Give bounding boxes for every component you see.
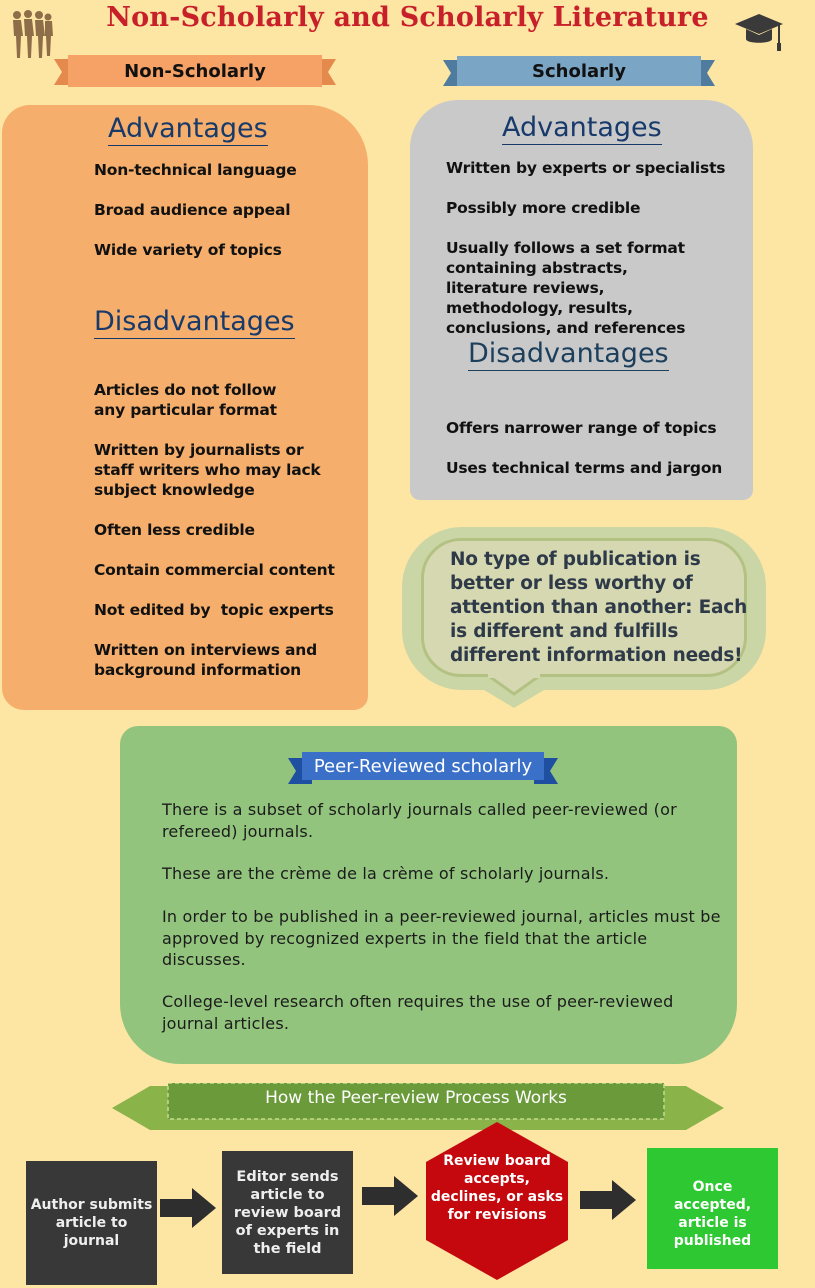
non-scholarly-disadvantage: Often less credible [94, 521, 255, 539]
non-scholarly-advantages-heading: Advantages [108, 113, 268, 144]
process-step [426, 1152, 568, 1244]
callout-text: No type of publication is better or less worthy of attention than another: Each is different and fulfills different information needs! [450, 549, 748, 666]
process-step-text: Author submits article to journal [30, 1197, 153, 1249]
non-scholarly-label: Non-Scholarly [124, 60, 266, 82]
scholarly-advantage: Usually follows a set format containing abstracts, literature reviews, methodology, results, conclusions, and references [446, 239, 686, 337]
process-label: How the Peer-review Process Works [265, 1088, 567, 1108]
process-step [222, 1151, 353, 1274]
process-step-text: Review board accepts, declines, or asks for revisions [430, 1153, 564, 1223]
peer-paragraph: In order to be published in a peer-reviewed journal, articles must be approved by recognized experts in the field that the article discusses. [162, 907, 721, 969]
non-scholarly-disadvantage: Contain commercial content [94, 561, 335, 579]
peer-paragraph: There is a subset of scholarly journals called peer-reviewed (or refereed) journals. [162, 800, 677, 841]
peer-paragraph: These are the crème de la crème of scholarly journals. [162, 864, 610, 883]
graduation-cap-icon [733, 10, 785, 52]
scholarly-advantages-heading: Advantages [502, 112, 662, 143]
scholarly-advantage: Written by experts or specialists [446, 159, 726, 177]
scholarly-disadvantage: Offers narrower range of topics [446, 419, 717, 437]
non-scholarly-disadvantage: Written by journalists or staff writers who may lack subject knowledge [94, 441, 321, 499]
arrow-right-icon [362, 1176, 418, 1216]
peer-reviewed-label: Peer-Reviewed scholarly [313, 755, 533, 777]
page-title: Non-Scholarly and Scholarly Literature [106, 2, 709, 33]
scholarly-ribbon [443, 56, 715, 88]
scholarly-disadvantages-heading: Disadvantages [468, 338, 669, 369]
scholarly-advantage: Possibly more credible [446, 199, 641, 217]
non-scholarly-advantage: Broad audience appeal [94, 201, 291, 219]
process-step [26, 1161, 157, 1285]
process-step [647, 1148, 778, 1269]
arrow-right-icon [160, 1188, 216, 1228]
scholarly-label: Scholarly [532, 60, 626, 82]
non-scholarly-advantage: Wide variety of topics [94, 241, 282, 259]
process-step-text: Editor sends article to review board of experts in the field [233, 1168, 342, 1257]
non-scholarly-disadvantage: Written on interviews and background information [94, 641, 317, 679]
non-scholarly-disadvantage: Articles do not follow any particular format [94, 381, 277, 419]
non-scholarly-disadvantages-heading: Disadvantages [94, 306, 295, 337]
non-scholarly-advantage: Non-technical language [94, 161, 297, 179]
non-scholarly-ribbon [54, 55, 336, 87]
callout-inner-pointer [486, 674, 542, 696]
process-step-text: Once accepted, article is published [673, 1179, 752, 1249]
arrow-right-icon [580, 1180, 636, 1220]
scholarly-disadvantage: Uses technical terms and jargon [446, 459, 723, 477]
people-silhouette-icon [10, 8, 54, 60]
peer-reviewed-ribbon [288, 752, 558, 784]
non-scholarly-disadvantage: Not edited by topic experts [94, 601, 334, 619]
peer-paragraph: College-level research often requires the use of peer-reviewed journal articles. [162, 992, 674, 1033]
